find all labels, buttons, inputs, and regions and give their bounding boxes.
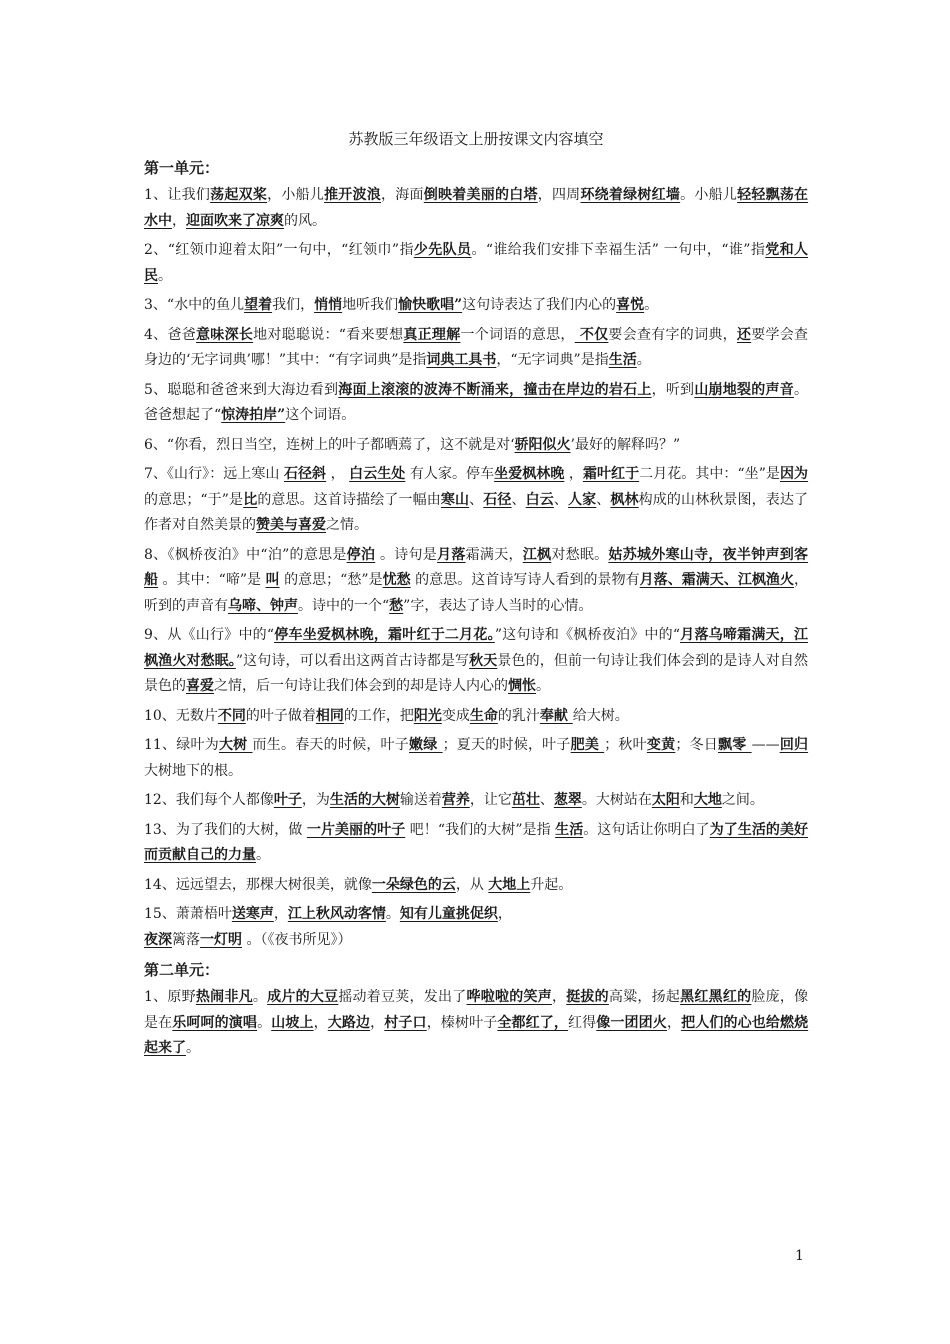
prompt-text: 和 (679, 792, 694, 808)
fill-blank-item (144, 462, 808, 539)
answer-text: 惊涛拍岸” (221, 407, 286, 423)
prompt-text: ， (172, 212, 186, 229)
prompt-text: 升起。 (530, 876, 573, 893)
prompt-text: 要学会查身边的‘无字词典’哪！”其中：“有字词典”是指 (144, 326, 809, 368)
answer-text: 赞美与喜爱 (256, 517, 326, 533)
answer-text: 知有儿童挑促织 (399, 906, 498, 922)
prompt-text: ”字，表达了诗人当时的心情。 (403, 597, 593, 614)
prompt-text: 。 (644, 297, 659, 313)
fill-blank-item (144, 704, 808, 730)
answer-text: 霜叶红于 (582, 466, 640, 482)
prompt-text: ；夏天的时候，叶子 (442, 737, 571, 753)
prompt-text: 。小船儿 (680, 187, 738, 203)
answer-text: 白云 (525, 491, 554, 508)
answer-text: 大树 (218, 737, 253, 753)
prompt-text: 5、聪聪和爸爸来到大海边看到 (144, 381, 339, 398)
prompt-text: 变成 (441, 707, 470, 724)
prompt-text: —— (751, 737, 780, 753)
prompt-text: 6、“你看，烈日当空，连树上的叶子都晒蔫了，这不就是对‘ (144, 436, 515, 453)
prompt-text: 之间。 (721, 792, 764, 808)
prompt-text: 地对聪聪说：“看来要想 (253, 326, 404, 343)
answer-text: 大地上 (488, 876, 531, 893)
prompt-text: 的意思。这首诗描绘了一幅由 (257, 491, 441, 508)
prompt-text: 高粱，扬起 (608, 989, 681, 1005)
answer-text: 喜爱 (186, 678, 214, 694)
prompt-text: 。爸爸想起了“ (144, 381, 808, 423)
answer-text: 叫 (265, 572, 280, 588)
prompt-text: ；秋叶 (604, 737, 647, 753)
answer-text: 把人们的心也给燃烧起来了 (144, 1014, 809, 1056)
fill-blank-item (144, 183, 808, 234)
prompt-text: 。 (256, 847, 270, 863)
answer-text: 茁壮 (511, 792, 540, 808)
sections-container (144, 155, 808, 1062)
prompt-text: 。“谁给我们安排下幸福生活” 一句中，“谁”指 (471, 242, 766, 258)
prompt-text: ，四周 (537, 187, 581, 203)
answer-text: 一朵绿色的云 (371, 876, 456, 893)
answer-text: 阳光 (413, 707, 442, 724)
answer-text: 江上秋风动客情 (287, 906, 386, 922)
prompt-text: 霜满天， (465, 546, 523, 563)
fill-blank-item (144, 433, 808, 459)
prompt-text: 2、“红领巾迎着太阳”一句中，“红领巾”指 (144, 242, 414, 258)
fill-blank-item (144, 733, 808, 784)
prompt-text: 。 (536, 678, 550, 694)
prompt-text: 红得 (568, 1014, 597, 1031)
answer-text: 寒山 (440, 491, 470, 508)
prompt-text: 篱落 (172, 931, 200, 948)
answer-text: 飘零 (718, 737, 752, 753)
answer-text: 哗啦啦的笑声 (466, 989, 552, 1005)
answer-text: 送寒声 (231, 906, 274, 922)
prompt-text: ，为 (301, 792, 330, 808)
answer-text: 热闹非凡 (195, 989, 253, 1005)
prompt-text: 。这句话让你明白了 (583, 821, 710, 838)
answer-text: 月落 (437, 546, 466, 563)
prompt-text: 的叶子做着 (245, 707, 316, 724)
prompt-text: 12、我们每个人都像 (144, 792, 274, 808)
prompt-text: 对愁眠。 (551, 546, 609, 563)
answer-text: 骄阳似火 (514, 436, 571, 453)
fill-blank-item (144, 378, 808, 429)
prompt-text: 要会查有字的词典， (608, 326, 737, 343)
answer-text: 挺拔的 (566, 989, 609, 1005)
prompt-text: 我们， (272, 297, 315, 313)
prompt-text: ，榛树叶子 (426, 1014, 498, 1031)
prompt-text: ，小船儿 (267, 187, 325, 203)
answer-text: 石径斜 (283, 466, 327, 482)
prompt-text: 。其中：“啼”是 (158, 572, 266, 588)
answer-text: 迎面吹来了凉爽 (186, 212, 284, 229)
prompt-text: 的乳汁 (497, 707, 540, 724)
answer-text: 姑苏城外寒山寺，夜半钟声到客船 (144, 546, 809, 588)
prompt-text: 给大树。 (572, 707, 629, 724)
prompt-text: 的风。 (284, 212, 326, 229)
prompt-text: 15、萧萧梧叶 (144, 906, 232, 922)
answer-text: 枫林 (610, 491, 639, 508)
fill-blank-item (144, 293, 808, 319)
prompt-text: ”这句诗和《枫桥夜泊》中的“ (494, 627, 681, 643)
answer-text: 奉献 (539, 707, 573, 724)
answer-text: 黑红黑红的 (680, 989, 752, 1005)
prompt-text: 。 (186, 1040, 200, 1056)
prompt-text: ，海面 (381, 187, 424, 203)
answer-text: 乌啼、钟声 (228, 597, 298, 614)
prompt-text: ”这句诗，可以看出这两首古诗都是写 (235, 652, 470, 669)
prompt-text: 、 (539, 792, 554, 808)
prompt-text: 、 (553, 491, 569, 508)
prompt-text: 4、爸爸 (144, 326, 197, 343)
answer-text: 停泊 (346, 546, 376, 563)
answer-text: 大路边 (327, 1014, 371, 1031)
prompt-text: ；冬日 (675, 737, 719, 753)
fill-blank-item (144, 818, 808, 869)
answer-text: 词典工具书 (426, 352, 497, 368)
answer-text: 生活的大树 (329, 792, 400, 808)
prompt-text: 。（《夜书所见》） (242, 931, 352, 948)
prompt-text: 之情。 (326, 517, 368, 533)
prompt-text: 1、原野 (144, 989, 196, 1005)
prompt-text: ，从 (455, 876, 489, 893)
answer-text: 营养 (441, 792, 470, 808)
answer-text: 推开波浪 (324, 187, 382, 203)
prompt-text: 这个词语。 (285, 407, 356, 423)
answer-text: 真正理解 (403, 326, 461, 343)
prompt-text: 8、《枫桥夜泊》中“泊”的意思是 (144, 546, 347, 563)
fill-blank-item (144, 985, 808, 1062)
answer-text: 因为 (779, 466, 809, 482)
answer-text: 葱翠 (553, 792, 582, 808)
answer-text: 不仅 (574, 326, 609, 343)
prompt-text: 吧！“我们的大树”是指 (405, 821, 556, 838)
answer-text: 大地 (693, 792, 722, 808)
prompt-text: 、 (596, 491, 611, 508)
answer-text: 像一团团火 (596, 1014, 667, 1031)
answer-text: 回归 (779, 737, 809, 753)
prompt-text: 9、从《山行》中的“ (144, 627, 275, 643)
prompt-text: 。 (252, 989, 268, 1005)
answer-text: 为了生活的美好而贡献自己的力量 (144, 821, 809, 863)
answer-text: 月落、霜满天、江枫渔火 (639, 572, 794, 588)
answer-text: 山坡上 (271, 1014, 314, 1031)
prompt-text: 二月花。其中：“坐”是 (639, 466, 780, 482)
prompt-text: 。 (385, 906, 400, 922)
prompt-text: 、 (469, 491, 484, 508)
answer-text: 江枫 (522, 546, 552, 563)
prompt-text: 地听我们 (342, 297, 399, 313)
answer-text: 秋天 (469, 652, 498, 669)
prompt-text: 的意思；“于”是 (144, 491, 244, 508)
answer-text: 轻轻飘荡在水中 (144, 187, 809, 229)
prompt-text: 有人家。停车 (405, 466, 495, 482)
prompt-text: ，听到 (651, 381, 695, 398)
prompt-text: 10、无数片 (144, 707, 218, 724)
prompt-text: ，让它 (469, 792, 512, 808)
prompt-text: 3、“水中的鱼儿 (144, 297, 245, 313)
prompt-text: 这句诗表达了我们内心的 (462, 297, 617, 313)
prompt-text: ， (313, 1014, 328, 1031)
answer-text: 石径 (483, 491, 512, 508)
prompt-text: 的意思。这首诗写诗人看到的景物有 (410, 572, 640, 588)
prompt-text: 。大树站在 (581, 792, 652, 808)
prompt-text: ，听到的声音有 (144, 572, 808, 614)
prompt-text: 的意思；“愁”是 (279, 572, 383, 588)
answer-text: 倒映着美丽的白塔 (423, 187, 538, 203)
answer-text: 肥美 (570, 737, 605, 753)
fill-blank-item (144, 238, 808, 289)
answer-text: 叶子 (273, 792, 302, 808)
prompt-text: ， (497, 906, 512, 922)
prompt-text: 。诗中的一个“ (298, 597, 390, 614)
answer-text: 意味深长 (196, 326, 254, 343)
answer-text: 人家 (568, 491, 597, 508)
prompt-text: 。 (158, 267, 172, 284)
prompt-text: ，“无字词典”是指 (496, 352, 609, 368)
answer-text: 望着 (244, 297, 273, 313)
answer-text: 喜悦 (616, 297, 645, 313)
prompt-text: 摇动着豆荚，发出了 (338, 989, 467, 1005)
fill-blank-item (144, 788, 808, 814)
fill-blank-item (144, 543, 808, 620)
answer-text: 党和人民 (144, 242, 809, 284)
prompt-text: 。诗句是 (375, 546, 438, 563)
prompt-text: 脸庞，像是在 (144, 989, 809, 1031)
answer-text: 愁 (389, 597, 404, 614)
answer-text: 比 (243, 491, 258, 508)
prompt-text: 。 (257, 1014, 272, 1031)
answer-text: 惆怅 (508, 678, 536, 694)
prompt-text: ， (273, 906, 288, 922)
answer-text: 生活 (555, 821, 584, 838)
prompt-text: 1、让我们 (144, 187, 211, 203)
answer-text: 山崩地裂的声音 (694, 381, 794, 398)
answer-text: 生活 (608, 352, 637, 368)
fill-blank-item (144, 323, 808, 374)
answer-text: 坐爱枫林晚 (494, 466, 565, 482)
prompt-text: 。 (636, 352, 651, 368)
prompt-text: 7、《山行》：远上寒山 (144, 466, 284, 482)
answer-text: 不同 (217, 707, 246, 724)
answer-text: 荡起双桨 (210, 187, 268, 203)
answer-text: 月落乌啼霜满天，江枫渔火对愁眠。 (144, 627, 809, 669)
answer-text: 乐呵呵的演唱 (172, 1014, 258, 1031)
prompt-text: 的工作，把 (343, 707, 414, 724)
answer-text: 嫩绿 (409, 737, 443, 753)
answer-text: 还 (736, 326, 752, 343)
document-body (144, 125, 808, 1066)
answer-text: 全都红了， (497, 1014, 569, 1031)
answer-text: 海面上滚滚的波涛不断涌来，撞击在岸边的岩石上 (338, 381, 652, 398)
document-title: 苏教版三年级语文上册按课文内容填空 (348, 130, 604, 148)
prompt-text: ’最好的解释吗？” (570, 436, 681, 453)
prompt-text: ， (551, 989, 567, 1005)
answer-text: 变黄 (646, 737, 676, 753)
prompt-text: 景色的，但前一句诗让我们体会到的是诗人对自然景色的 (144, 652, 809, 694)
answer-text: 白云生处 (349, 466, 406, 482)
fill-blank-item (144, 623, 808, 700)
prompt-text: ， (666, 1014, 682, 1031)
answer-text: 相同 (315, 707, 344, 724)
answer-text: 悄悄 (314, 297, 343, 313)
unit-heading: 第二单元： (144, 961, 220, 979)
prompt-text: 大树地下的根。 (144, 762, 242, 779)
prompt-text: 11、绿叶为 (144, 737, 219, 753)
unit-heading: 第一单元： (144, 159, 220, 177)
answer-text: 太阳 (651, 792, 680, 808)
prompt-text: 14、远远望去，那棵大树很美，就像 (144, 876, 372, 893)
prompt-text: 一个词语的意思， (460, 326, 575, 343)
fill-blank-item (144, 928, 808, 954)
answer-text: 成片的大豆 (267, 989, 339, 1005)
prompt-text: 构成的山林秋景图，表达了作者对自然美景的 (144, 491, 809, 533)
answer-text: 夜深 (144, 931, 172, 948)
answer-text: 生命 (469, 707, 498, 724)
answer-text: 忧愁 (382, 572, 411, 588)
page-number: 1 (795, 1248, 804, 1264)
answer-text: 一片美丽的叶子 (306, 821, 406, 838)
prompt-text: 、 (511, 491, 526, 508)
prompt-text: 而生。春天的时候，叶子 (252, 737, 410, 753)
prompt-text: 13、为了我们的大树，做 (144, 821, 307, 838)
prompt-text: ， (326, 466, 350, 482)
answer-text: 一灯明 (200, 931, 242, 948)
answer-text: 愉快歌唱” (398, 297, 463, 313)
prompt-text: 之情，后一句诗让我们体会到的却是诗人内心的 (214, 678, 508, 694)
fill-blank-item (144, 873, 808, 899)
prompt-text: 输送着 (399, 792, 442, 808)
prompt-text: ， (370, 1014, 385, 1031)
fill-blank-item (144, 902, 808, 928)
answer-text: 环绕着绿树红墙 (580, 187, 681, 203)
answer-text: 村子口 (384, 1014, 427, 1031)
answer-text: 少先队员 (413, 242, 472, 258)
prompt-text: ， (564, 466, 583, 482)
answer-text: 停车坐爱枫林晚，霜叶红于二月花。 (274, 627, 495, 643)
